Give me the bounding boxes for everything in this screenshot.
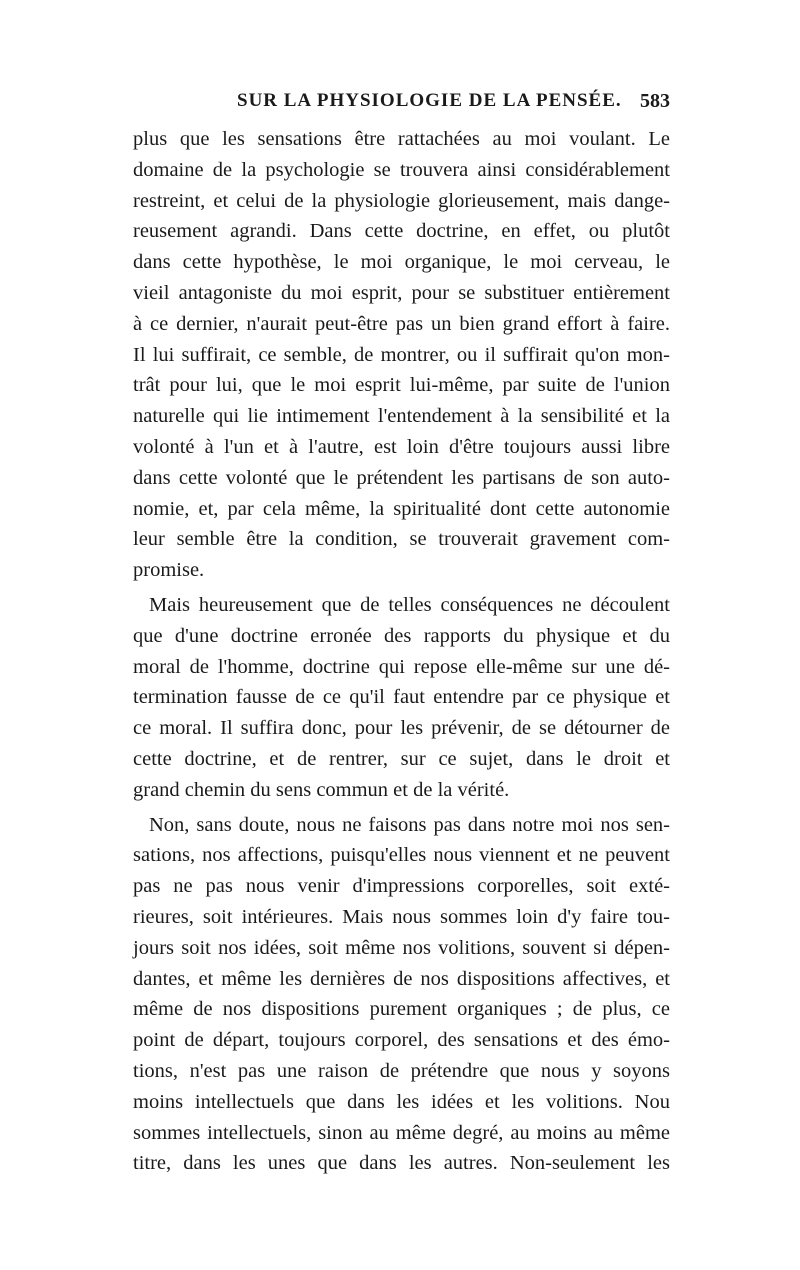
text-line: même de nos dispositions purement organiques ; de plus, ce [133,998,670,1021]
paragraph-2 [133,590,670,806]
text-line: jours soit nos idées, soit même nos volitions, souvent si dépen- [133,936,670,959]
text-line: domaine de la psychologie se trouvera ainsi considérablement [133,158,670,181]
text-line: titre, dans les unes que dans les autres. Non-seulement les [133,1152,670,1175]
text-line: reusement agrandi. Dans cette doctrine, en effet, ou plutôt [133,220,670,243]
page-number: 583 [640,90,670,112]
text-line: sations, nos affections, puisqu'elles nous viennent et ne peuvent [133,844,670,867]
body-text [133,124,670,1179]
text-line: cette doctrine, et de rentrer, sur ce sujet, dans le droit et [133,747,670,770]
text-line: moral de l'homme, doctrine qui repose elle-même sur une dé- [133,655,670,678]
text-line: dans cette volonté que le prétendent les partisans de son auto- [133,466,670,489]
running-head [133,90,670,118]
text-line: grand chemin du sens commun et de la vérité. [133,778,510,801]
text-line: dantes, et même les dernières de nos dispositions affectives, et [133,967,670,990]
text-line: que d'une doctrine erronée des rapports du physique et du [133,624,670,647]
text-line: Non, sans doute, nous ne faisons pas dans notre moi nos sen- [149,813,670,836]
text-line: moins intellectuels que dans les idées et les volitions. Nou [133,1090,670,1113]
text-line: ce moral. Il suffira donc, pour les prévenir, de se détourner de [133,717,670,740]
text-line: plus que les sensations être rattachées au moi voulant. Le [133,128,670,150]
text-line: promise. [133,559,205,582]
text-line: Mais heureusement que de telles conséquences ne découlent [149,593,670,616]
text-line: pas ne pas nous venir d'impressions corporelles, soit exté- [133,875,670,898]
text-line: vieil antagoniste du moi esprit, pour se substituer entièrement [133,281,670,304]
text-line: volonté à l'un et à l'autre, est loin d'être toujours aussi libre [133,435,670,458]
text-line: nomie, et, par cela même, la spiritualité dont cette autonomie [133,497,670,520]
text-line: restreint, et celui de la physiologie glorieusement, mais dange- [133,189,670,212]
text-line: leur semble être la condition, se trouverait gravement com- [133,528,670,551]
text-line: trât pour lui, que le moi esprit lui-même, par suite de l'union [133,374,670,397]
text-line: rieures, soit intérieures. Mais nous sommes loin d'y faire tou- [133,905,670,928]
paragraph-3 [133,810,670,1180]
running-title: SUR LA PHYSIOLOGIE DE LA PENSÉE. [237,90,622,111]
text-line: termination fausse de ce qu'il faut entendre par ce physique et [133,686,670,709]
text-line: Il lui suffirait, ce semble, de montrer, ou il suffirait qu'on mon- [133,343,670,366]
text-line: tions, n'est pas une raison de prétendre que nous y soyons [133,1059,670,1082]
text-line: dans cette hypothèse, le moi organique, le moi cerveau, le [133,251,670,274]
text-line: naturelle qui lie intimement l'entendement à la sensibilité et la [133,405,670,428]
paragraph-1 [133,124,670,586]
text-line: sommes intellectuels, sinon au même degré, au moins au même [133,1121,670,1144]
text-line: à ce dernier, n'aurait peut-être pas un bien grand effort à faire. [133,312,670,335]
text-line: point de départ, toujours corporel, des sensations et des émo- [133,1029,670,1052]
